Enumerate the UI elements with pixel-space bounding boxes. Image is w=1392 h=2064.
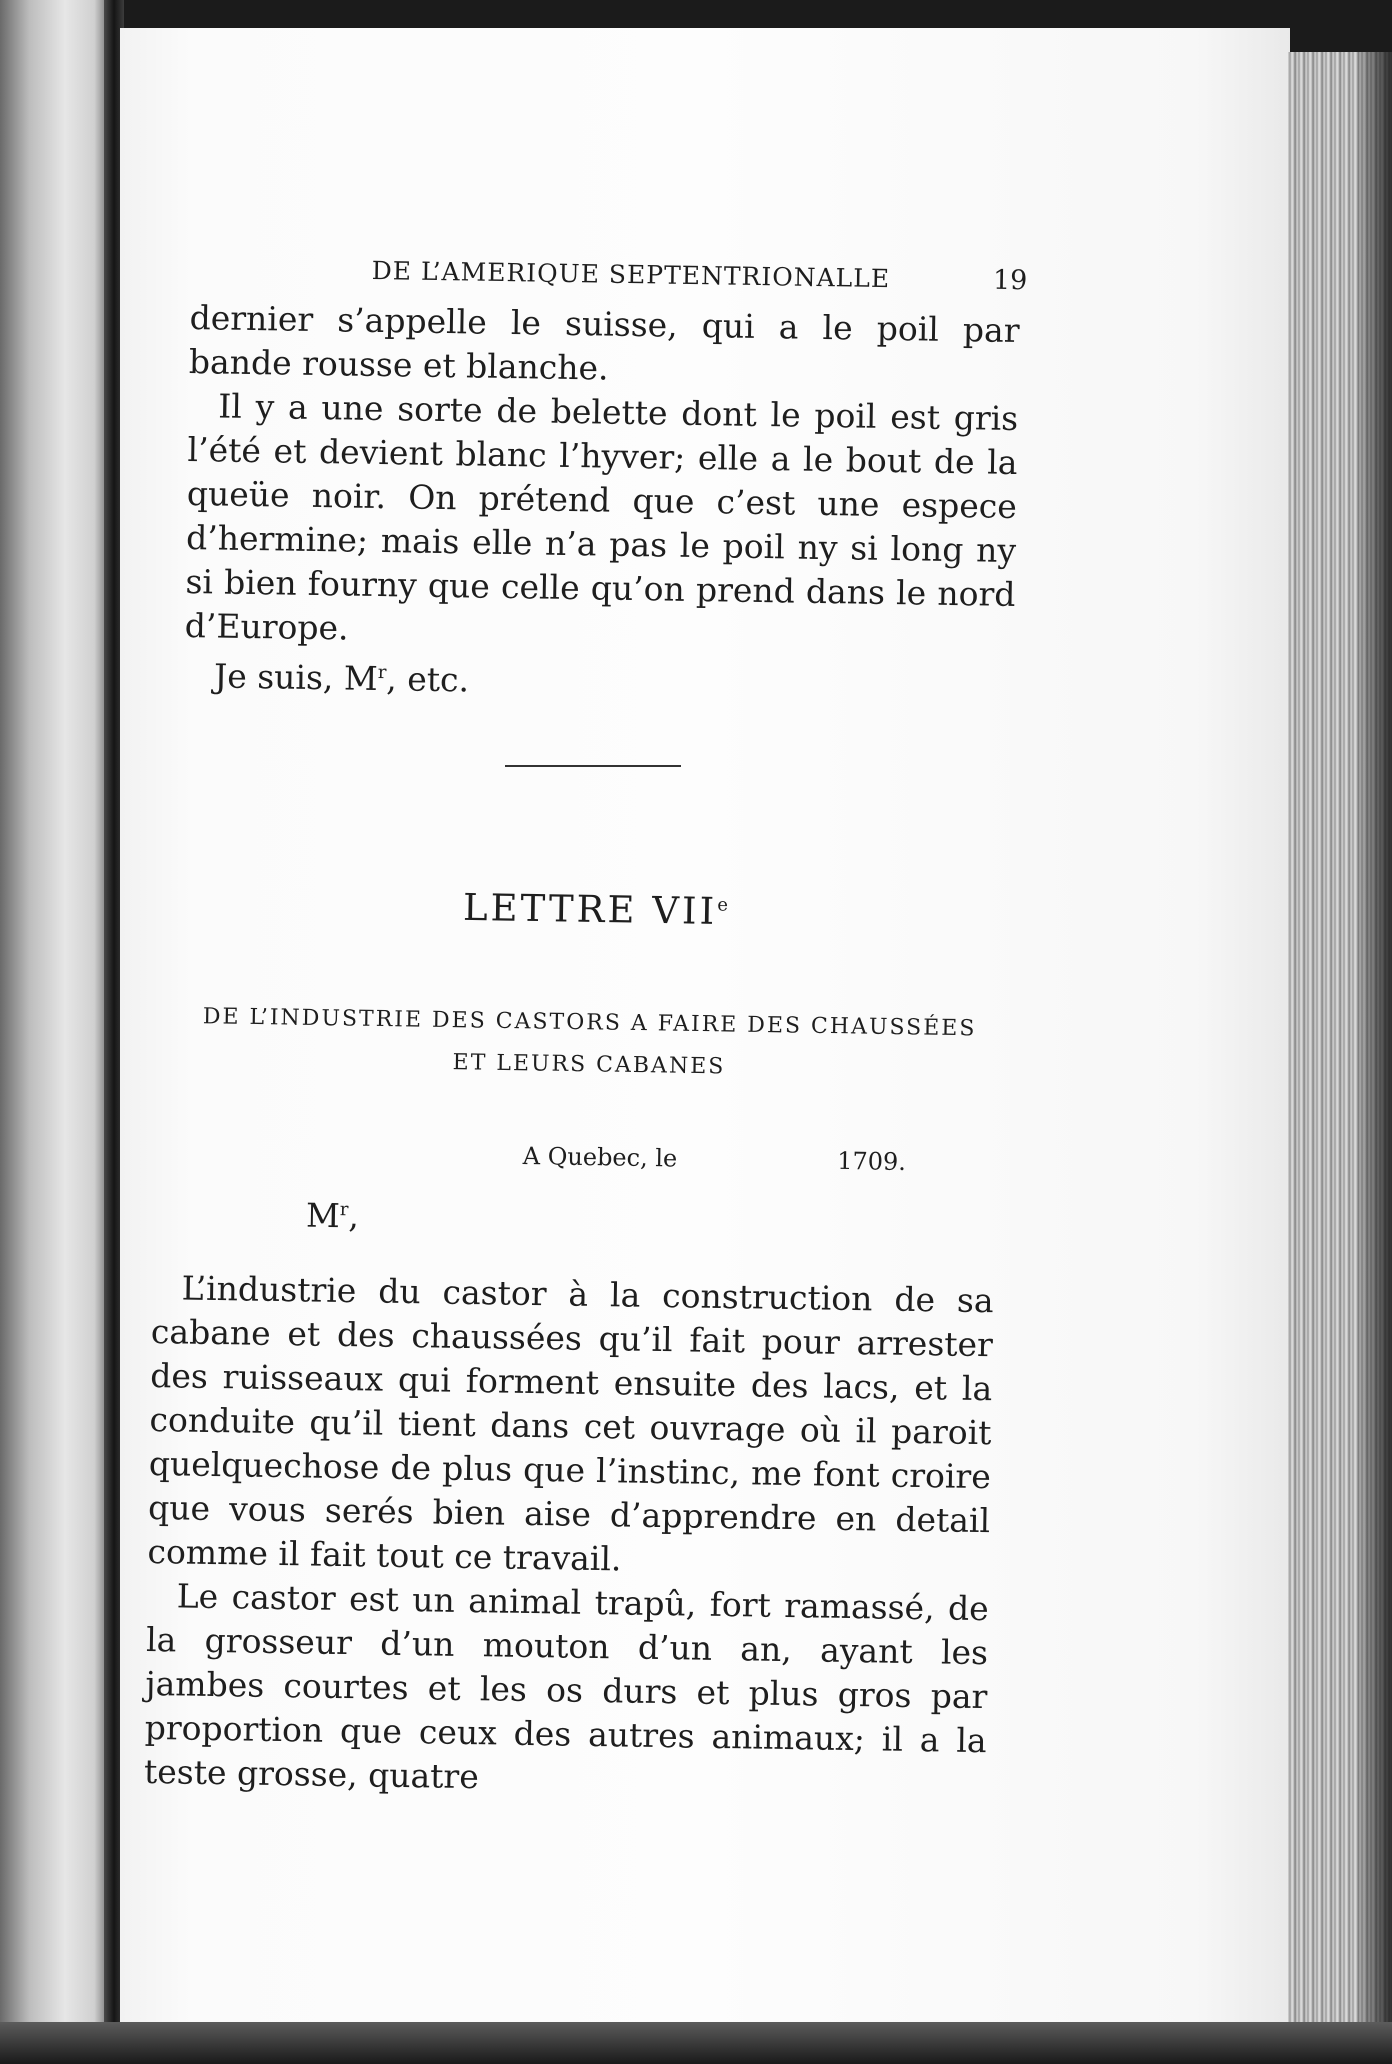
- page-edges: [1288, 52, 1392, 2042]
- letter-title: [463, 886, 732, 933]
- salutation: [306, 1196, 360, 1236]
- salutation-comma: ,: [348, 1196, 360, 1236]
- place-date: [523, 1142, 907, 1176]
- paragraph-continuation: dernier s’appelle le suisse, qui a le poil par bande rousse et blanche.: [188, 297, 1020, 388]
- letter-title-text: LETTRE VII: [462, 885, 718, 933]
- bottom-shadow: [0, 2022, 1392, 2064]
- paragraph-belette: Il y a une sorte de belette dont le poil est gris l’été et devient blanc l’hyver; elle a le bout de la queüe noir. On prétend que c’est une espece d’hermine; mais elle n’a pas le poil ny si long ny si bien fourny que celle qu’on prend dans le nord d’Europe.: [184, 386, 1019, 648]
- paragraph-industrie: L’industrie du castor à la construction de sa cabane et des chaussées qu’il fait pour arrester des ruisseaux qui forment ensuite des lacs, et la conduite qu’il tient dans cet ouvrage où il paroit quelquechose de plus que l’instinc, me font croire que vous serés bien aise d’apprendre en detail comme il fait tout ce travail.: [147, 1268, 994, 1579]
- section-divider: [505, 765, 681, 767]
- letter-body: [144, 1266, 994, 1807]
- closing-superscript: r: [377, 661, 387, 684]
- year: 1709.: [836, 1146, 907, 1177]
- page-number: 19: [992, 264, 1028, 297]
- running-title: DE L’AMERIQUE SEPTENTRIONALLE: [371, 256, 891, 294]
- place: A Quebec, le: [522, 1142, 678, 1173]
- top-text-block: [184, 296, 1020, 711]
- salutation-text: M: [305, 1195, 341, 1236]
- closing-etc: , etc.: [386, 659, 470, 700]
- closing-text: Je suis, M: [213, 656, 379, 698]
- letter-subtitle: [189, 996, 990, 1093]
- subtitle-line-1: DE L’INDUSTRIE DES CASTORS A FAIRE DES CHAUSSÉES: [202, 1004, 977, 1042]
- salutation-superscript: r: [339, 1199, 349, 1221]
- subtitle-line-2: ET LEURS CABANES: [452, 1050, 726, 1080]
- left-page-edge: [0, 0, 118, 2064]
- paragraph-castor: Le castor est un animal trapû, fort ramassé, de la grosseur d’un mouton d’un an, ayant les jambes courtes et les os durs et plus gros par proportion que ceux des autres animaux; il a la teste grosse, quatre: [143, 1576, 990, 1797]
- letter-title-superscript: e: [717, 894, 732, 916]
